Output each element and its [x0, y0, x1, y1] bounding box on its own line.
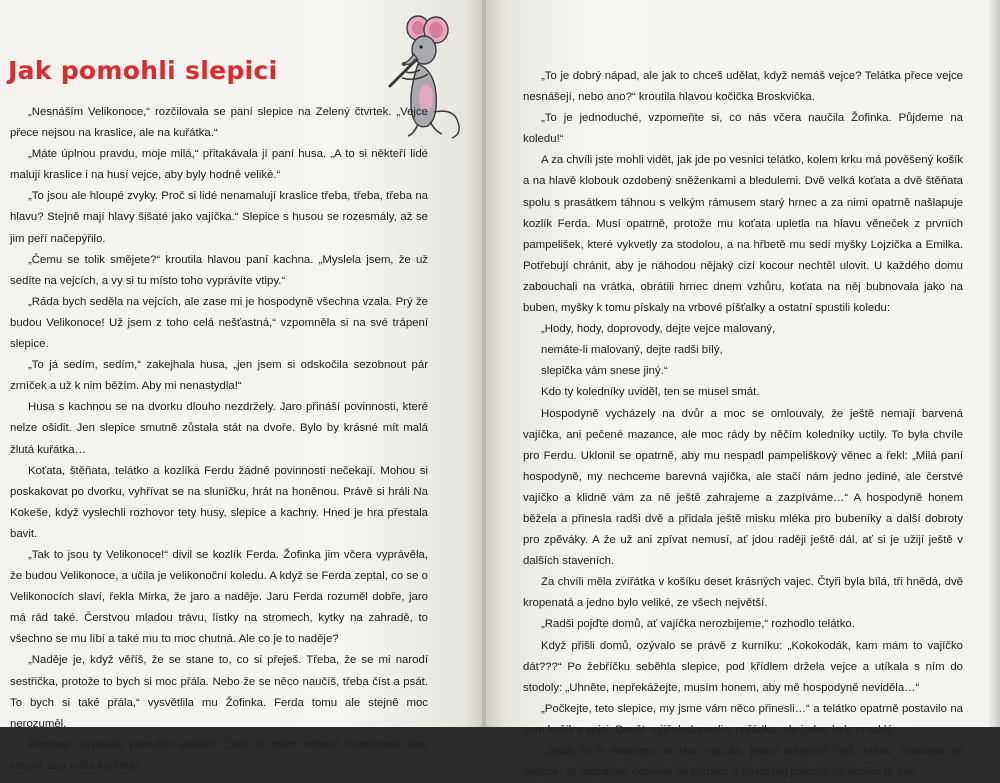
paragraph: „Jejda, to je nadělení, to jsou vajíčka, jedno krásnější než druhé,“ radovala se slepice. To napraskłé odnesla do kurníku a místo něj položila do košíku to své,	[523, 745, 963, 779]
carol-verse-line: slepička vám snese jiný.“	[541, 365, 668, 378]
carol-verse-line: „Hody, hody, doprovody, dejte vejce malovaný,	[541, 323, 776, 336]
paragraph: Hospodyně vycházely na dvůr a moc se omlouvaly, že ještě nemají barvená vajíčka, ani pečené mazance, ale moc rády by něčím koledníky uctily. To byla chvíle pro Ferdu. Uklonil se opatrně, aby mu nespadl pampeliškový věnec a řekl: „Milá paní hospodyně, my nechceme barevná vajíčka, ale stačí nám jedno jediné, ale čerstvé vajíčko a klidně vám za ně ještě zahrajeme a zazpíváme…“ A hospodyně honem běžela a přinesla radši dvě a přidala ještě misku mléka pro bubeníky a další dobroty pro zpěváky. A že už ani zpívat nemusí, ať jdou raději ještě dál, ať si je užijí ještě v dalších staveních.	[523, 407, 963, 568]
paragraph: Když přišli domů, ozývalo se právě z kurníku: „Kokokodák, kam mám to vajíčko dát???“ Po žebříčku seběhla slepice, pod křídlem držela vejce a utíkala s ním do stodoly: „Uhněte, nepřekážejte, musím honem, aby mě hospodyně neviděla…“	[523, 639, 963, 694]
paragraph: Koťata, štěňata, telátko a kozlíka Ferdu žádné povinnosti nečekají. Mohou si poskakovat po dvorku, vyhřívat se na sluníčku, hrát na honěnou. Právě si hráli Na Kokeše, když vyslechli rozhovor tety husy, slepice a kachny. Hned je hra přestala bavit.	[10, 464, 428, 540]
left-page-text	[10, 102, 428, 777]
paragraph: „Tak to jsou ty Velikonoce!“ divil se kozlík Ferda. Žofinka jim včera vyprávěla, že budou Velikonoce, a učila je velikonoční koledu. A když se Ferda zeptal, co se o Velikonocích slaví, řekla Mirka, že jaro a naděje. Jaru Ferda rozuměl dobře, jaro má rád také. Čerstvou mladou trávu, lístky na stromech, kytky na zahradě, to všechno se mu líbí a také mu to moc chutná. Ale co je to naděje?	[10, 548, 428, 646]
paragraph: Ferdovo rozjímání přerušilo telátko: „Děti, já mám nápad! Pomůžeme tete slepici, aby měla kuřátka!“	[10, 738, 428, 772]
right-page	[486, 0, 1000, 779]
paragraph: „Radši pojďte domů, ať vajíčka nerozbijeme,“ rozhodlo telátko.	[541, 618, 855, 631]
carol-verse-line: nemáte-li malovaný, dejte radši bílý,	[541, 344, 723, 357]
paragraph: „Máte úplnou pravdu, moje milá,“ přitakávala jí paní husa. „A to si někteří lidé malují kraslice i na husí vejce, aby byly hodně veliké.“	[10, 148, 428, 182]
paragraph: „Čemu se tolik smějete?“ kroutila hlavou paní kachna. „Myslela jsem, že už sedíte na vejcích, a vy si tu místo toho vyprávíte vtipy.“	[10, 253, 428, 287]
paragraph: „Počkejte, teto slepice, my jsme vám něco přinesli…“ a telátko opatrně postavilo na zem košík s vejci. Devět vajíček donesli v pořádku, ale jedno bylo prasklé.	[523, 702, 963, 736]
paragraph: A za chvíli jste mohli vidět, jak jde po vesnici telátko, kolem krku má pověšený košík a na hlavě klobouk ozdobený sněženkami a bledulemi. Dvě velká koťata a dvě štěňata spolu s prasátkem táhnou s velkým rámusem starý hrnec a za nimi opatrně našlapuje kozlík Ferda. Musí opatrně, protože mu koťata upletla na hlavu věneček z prvních pampelišek, které vykvetly za stodolou, a na hřbetě mu sedí myšky Lojzička a Emilka. Potřebují chránit, aby je náhodou nějaký cizí kocour nechtěl ulovit. U každého domu zabouchali na vrátka, obrátili hrnec dnem vzhůru, koťata na něj bubnovala jako na buben, myšky k tomu pískaly na vrbové píšťalky a ostatní spustili koledu:	[523, 154, 963, 315]
paragraph: „To je dobrý nápad, ale jak to chceš udělat, když nemáš vejce? Telátka přece vejce nesnášejí, nebo ano?“ kroutila hlavou kočička Broskvička.	[523, 70, 963, 104]
paragraph: „Naděje je, když věříš, že se stane to, co si přeješ. Třeba, že se mi narodí sestřička, protože to bych si moc přála. Nebo že se něco naučíš, třeba číst a psát. To bych si také přála,“ vysvětlila mu Žofinka. Ferda tomu ale stejně moc nerozuměl.	[10, 654, 428, 730]
left-page	[0, 0, 484, 772]
page-edge-shadow	[988, 0, 1000, 727]
paragraph: Husa s kachnou se na dvorku dlouho nezdržely. Jaro přináší povinnosti, které nelze ošidit. Jen slepice smutně zůstala stát na dvoře. Bylo by krásné mít malá žlutá kuřátka…	[10, 401, 428, 456]
paragraph: „To já sedím, sedím,“ zakejhala husa, „jen jsem si odskočila sezobnout pár zrníček a už k nim běžím. Aby mi nenastydla!“	[10, 359, 428, 393]
paragraph: „To je jednoduché, vzpomeňte si, co nás včera naučila Žofinka. Půjdeme na koledu!“	[523, 112, 963, 146]
paragraph: „Nesnáším Velikonoce,“ rozčilovala se paní slepice na Zelený čtvrtek. „Vejce přece nejsou na kraslice, ale na kuřátka.“	[10, 106, 428, 140]
paragraph: Kdo ty koledníky uviděl, ten se musel smát.	[541, 386, 760, 399]
story-title: Jak pomohli slepici	[8, 56, 278, 85]
right-page-text	[523, 66, 963, 783]
paragraph: „To jsou ale hloupé zvyky. Proč si lidé nenamalují kraslice třeba, třeba, třeba na hlavu? Stejně mají hlavy šišaté jako vajíčka.“ Slepice s husou se rozesmály, až se jim peří načepýřilo.	[10, 190, 428, 245]
paragraph: Za chvíli měla zvířátka v košíku deset krásných vajec. Čtyři byla bílá, tři hnědá, dvě kropenatá a jedno bylo veliké, ze všech největší.	[523, 576, 963, 610]
paragraph: „Ráda bych seděla na vejcích, ale zase mi je hospodyně všechna vzala. Prý že budou Velikonoce! Už jsem z toho celá nešťastná,“ vzpomněla si na své trápení slepice.	[10, 295, 428, 351]
